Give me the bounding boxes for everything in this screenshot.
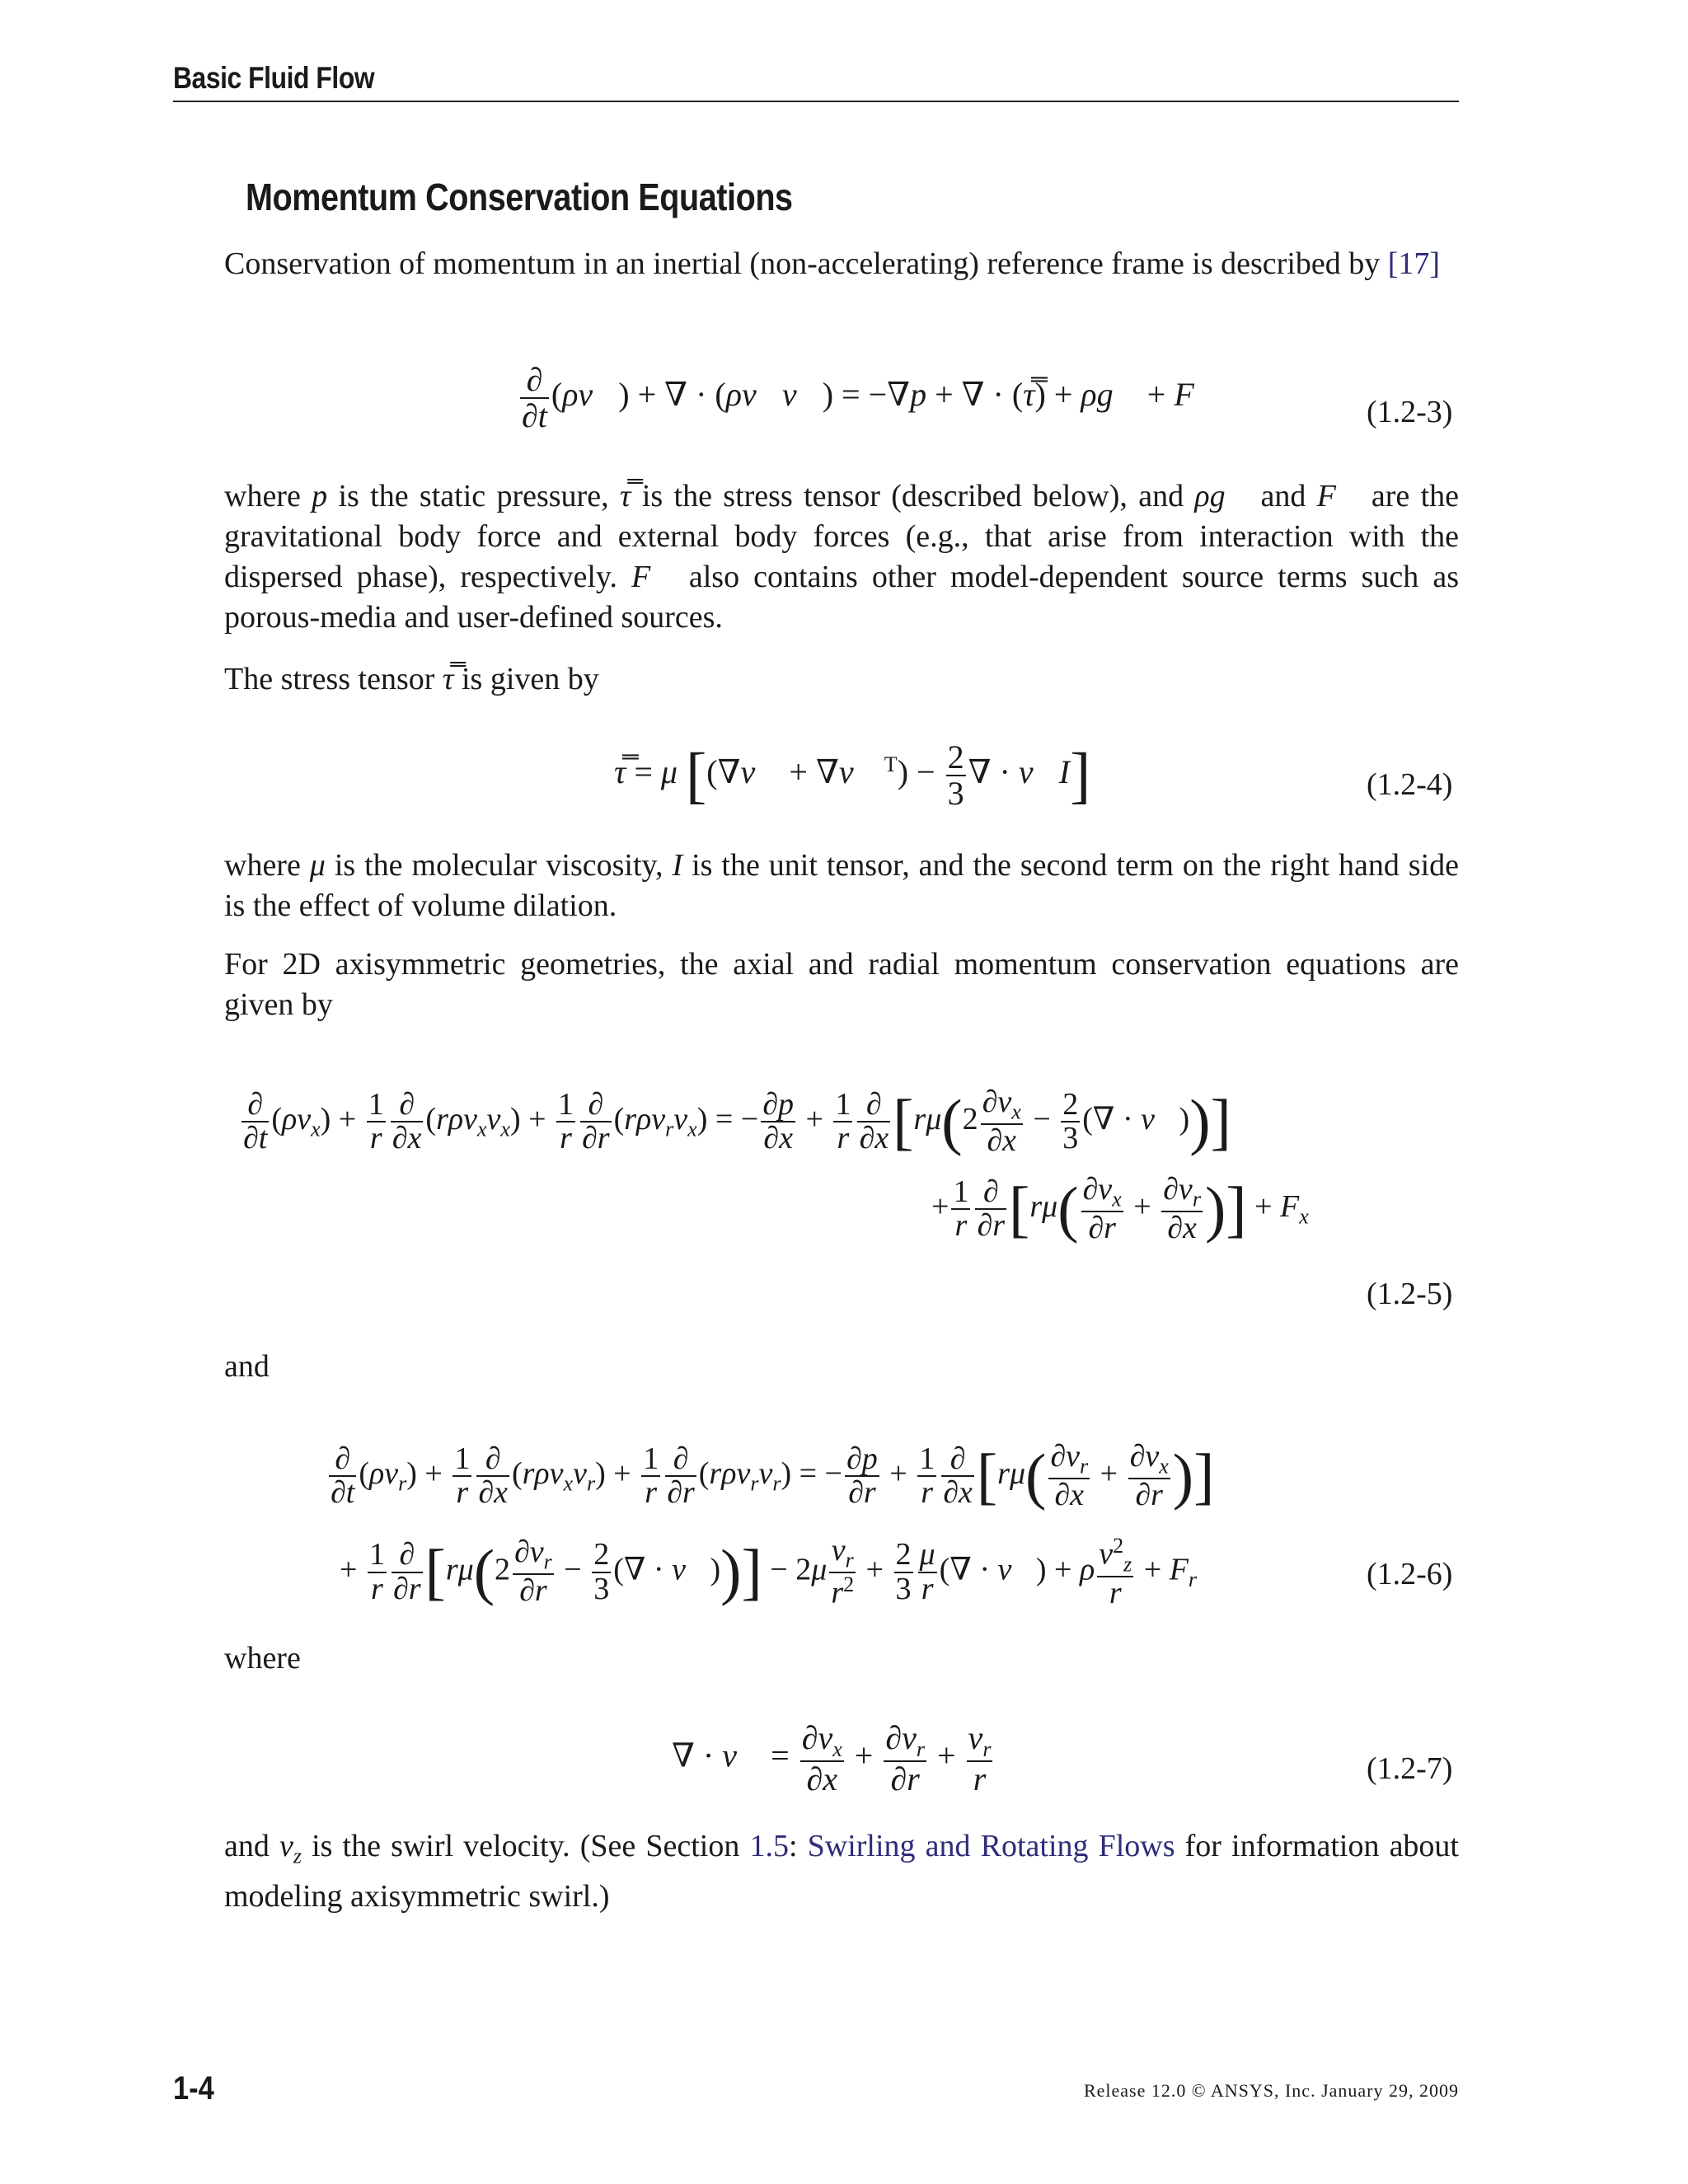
equation-stress-tensor: τ̿ = μ [(∇v⃗ + ∇v⃗ $^T$) − $\frac{2}{3}$ ∇ · v⃗I] [614, 738, 1091, 812]
header-rule [173, 101, 1459, 102]
equation-number: (1.2-3) [1367, 395, 1453, 429]
equation-number: (1.2-7) [1367, 1751, 1453, 1786]
paragraph-viscosity: where μ is the molecular viscosity, I is the unit tensor, and the second term on the right hand side is the effect of volume dilation. [224, 848, 1460, 923]
citation-link[interactable]: [17] [1387, 246, 1441, 281]
equation-number: (1.2-6) [1367, 1557, 1453, 1591]
paragraph-axisymmetric: For 2D axisymmetric geometries, the axial and radial momentum conservation equations are given by [224, 947, 1459, 1022]
paragraph-swirl: and $v_z$ is the swirl velocity. (See Section 1.5: Swirling and Rotating Flows for information about modeling axisymmetric swirl.) [224, 1829, 1459, 1914]
release-note: Release 12.0 © ANSYS, Inc. January 29, 2009 [1083, 2080, 1459, 2101]
section-title: Momentum Conservation Equations [246, 176, 793, 218]
equation-divergence: ∇ · v⃗ = $\frac{\partial v_x}{\partial x}$ + $\frac{\partial v_r}{\partial r}$ + $\frac{v_r}{r}$ [672, 1719, 992, 1798]
paragraph-where: where [224, 1641, 301, 1675]
equation-radial-line-2: + $\frac{1}{r}$ $\frac{\partial}{\partial r}$ [rμ(2 $\frac{\partial v_r}{\partial r}$ − $\frac{2}{3}$ (∇ · v⃗))] − 2μ $\frac{v_r}{r^2}$ + $\frac{2}{3}$ $\frac{\mu}{r}$ (∇ · v⃗) + ρ $\frac{v^2_z}{r}$ + $F_r$ [340, 1533, 1198, 1610]
paragraph-and: and [224, 1349, 270, 1384]
equation-number: (1.2-5) [1367, 1277, 1453, 1311]
equation-number: (1.2-4) [1367, 767, 1453, 802]
page-number: 1-4 [173, 2070, 214, 2107]
section-link-title[interactable]: Swirling and Rotating Flows [807, 1829, 1175, 1863]
equation-radial-line-1: $\frac{\partial}{\partial t}$ $(\rho v_r)$ + $\frac{1}{r}$ $\frac{\partial}{\partial x}$ $(r\rho v_xv_r)$ + $\frac{1}{r}$ $\frac{\partial}{\partial r}$ $(r\rho v_rv_r)$ = − $\frac{\partial p}{\partial r}$ + $\frac{1}{r}$ $\frac{\partial}{\partial x}$ [rμ( $\frac{\partial v_r}{\partial x}$ + $\frac{\partial v_x}{\partial r}$ )] [331, 1439, 1215, 1512]
equation-axial-line-2: + $\frac{1}{r}$ $\frac{\partial}{\partial r}$ [rμ( $\frac{\partial v_x}{\partial r}$ + $\frac{\partial v_r}{\partial x}$ )] + $F_x$ [931, 1172, 1309, 1245]
equation-axial-line-1: $\frac{\partial}{\partial t}$ $(\rho v_x)$ + $\frac{1}{r}$ $\frac{\partial}{\partial x}$ $(r\rho v_xv_x)$ + $\frac{1}{r}$ $\frac{\partial}{\partial r}$ $(r\rho v_rv_x)$ = − $\frac{\partial p}{\partial x}$ + $\frac{1}{r}$ $\frac{\partial}{\partial x}$ [rμ(2 $\frac{\partial v_x}{\partial x}$ − $\frac{2}{3}$ (∇ · v⃗))] [243, 1085, 1231, 1158]
section-link-number[interactable]: 1.5 [749, 1829, 789, 1863]
running-header: Basic Fluid Flow [173, 61, 375, 95]
paragraph-definitions: where p is the static pressure, τ̿ is the stress tensor (described below), and ρg⃗ and F⃗ are the gravitational body force and external body forces (e.g., that arise from interaction with the dispersed phase), respectively. F⃗ also contains other model-dependent source terms such as porous-media and user-defined sources. [224, 479, 1460, 635]
paragraph-intro: Conservation of momentum in an inertial (non-accelerating) reference frame is described by [17] [224, 246, 1441, 281]
equation-momentum: $\frac{\partial}{\partial t}$ (ρv⃗) + ∇ · (ρv⃗v⃗) = −∇p + ∇ · (τ̿) + ρg⃗ + F⃗ [522, 361, 1220, 434]
paragraph-stress-intro: The stress tensor τ̿ is given by [224, 662, 599, 696]
